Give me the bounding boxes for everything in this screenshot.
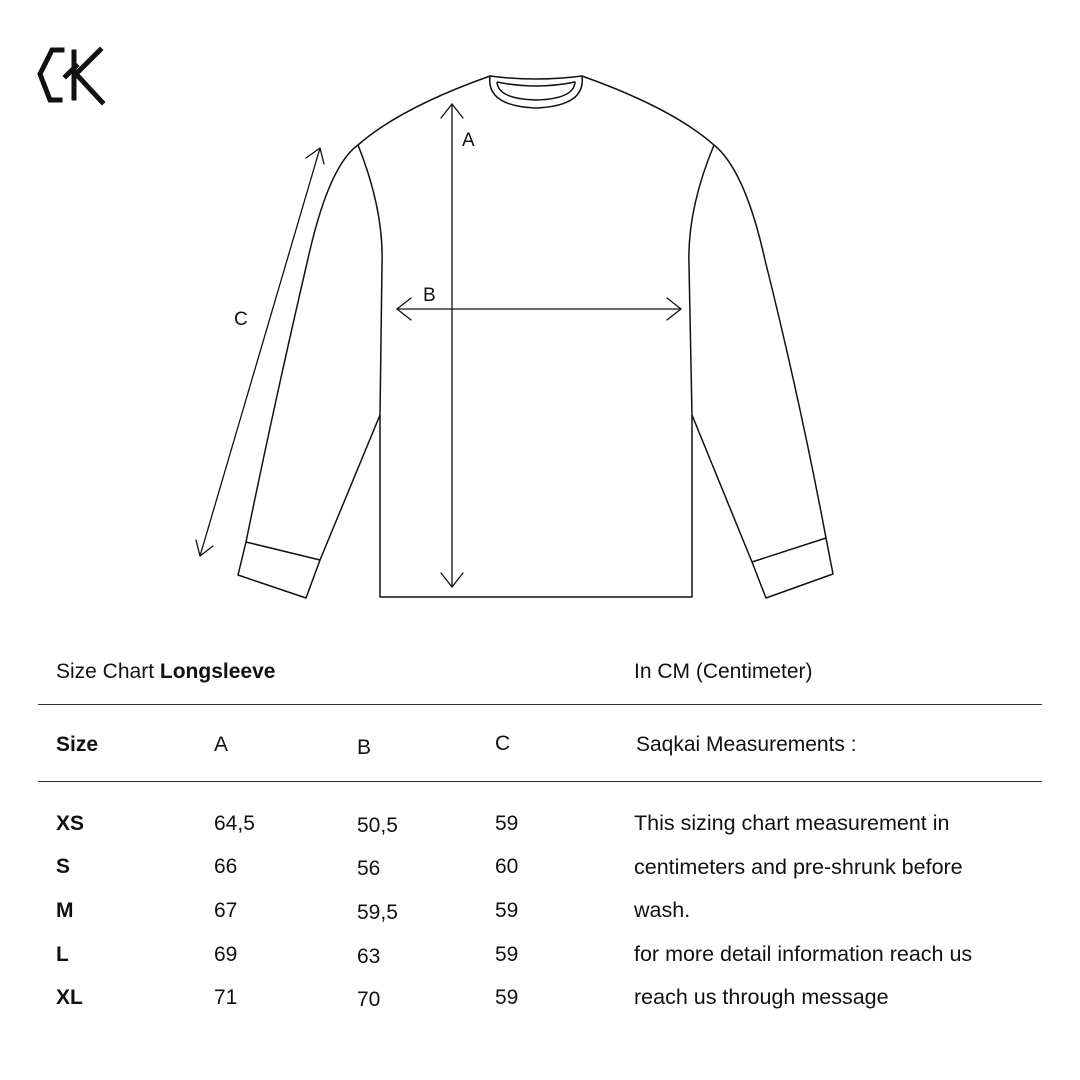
- left-sleeve-inner: [320, 415, 380, 560]
- value-c: 59: [495, 943, 519, 966]
- measure-c-label: C: [234, 309, 248, 330]
- value-a: 66: [214, 855, 238, 878]
- header-a: A: [214, 733, 229, 756]
- header-b: B: [357, 736, 372, 759]
- header-size: Size: [56, 733, 99, 756]
- size-cell: S: [56, 855, 71, 878]
- body-outline: [358, 145, 714, 597]
- header-measurements: Saqkai Measurements :: [636, 733, 857, 756]
- value-b: 56: [357, 857, 381, 880]
- table-row: [0, 812, 620, 852]
- value-b: 59,5: [357, 901, 398, 924]
- right-shoulder: [582, 76, 714, 145]
- value-a: 69: [214, 943, 238, 966]
- size-cell: M: [56, 899, 74, 922]
- value-a: 64,5: [214, 812, 255, 835]
- measure-a-label: A: [462, 130, 475, 151]
- value-c: 60: [495, 855, 519, 878]
- note-line: This sizing chart measurement in: [634, 811, 950, 835]
- right-cuff: [752, 538, 833, 598]
- collar-inner: [497, 82, 575, 100]
- size-chart-product: Longsleeve: [159, 660, 276, 683]
- header-c: C: [495, 732, 511, 755]
- measurement-notes: [634, 808, 1064, 1026]
- table-header-divider: [38, 781, 1042, 782]
- value-a: 71: [214, 986, 238, 1009]
- right-sleeve-outer: [714, 145, 826, 538]
- note-line: reach us through message: [634, 985, 889, 1009]
- table-row: [0, 986, 620, 1026]
- table-row: [0, 899, 620, 939]
- measure-c-arrowhead-top: [306, 148, 324, 164]
- collar-outer: [490, 76, 583, 108]
- note-line: wash.: [634, 898, 691, 922]
- table-row: [0, 855, 620, 895]
- measure-c-line: [200, 148, 320, 556]
- size-cell: XS: [56, 812, 85, 835]
- size-cell: XL: [56, 986, 83, 1009]
- value-a: 67: [214, 899, 238, 922]
- table-row: [0, 943, 620, 983]
- note-line: centimeters and pre-shrunk before: [634, 854, 963, 879]
- size-cell: L: [56, 943, 69, 966]
- unit-note: In CM (Centimeter): [634, 660, 813, 683]
- size-chart-title-prefix: Size Chart: [56, 660, 155, 683]
- left-cuff: [238, 542, 320, 598]
- right-sleeve-inner: [692, 415, 752, 562]
- value-c: 59: [495, 812, 519, 835]
- value-c: 59: [495, 899, 519, 922]
- value-c: 59: [495, 986, 519, 1009]
- note-line: for more detail information reach us: [634, 941, 973, 966]
- value-b: 63: [357, 945, 381, 968]
- measure-b-label: B: [423, 285, 436, 306]
- value-b: 70: [357, 988, 381, 1011]
- size-chart-title: [56, 660, 275, 684]
- value-b: 50,5: [357, 814, 398, 837]
- table-top-divider: [38, 704, 1042, 705]
